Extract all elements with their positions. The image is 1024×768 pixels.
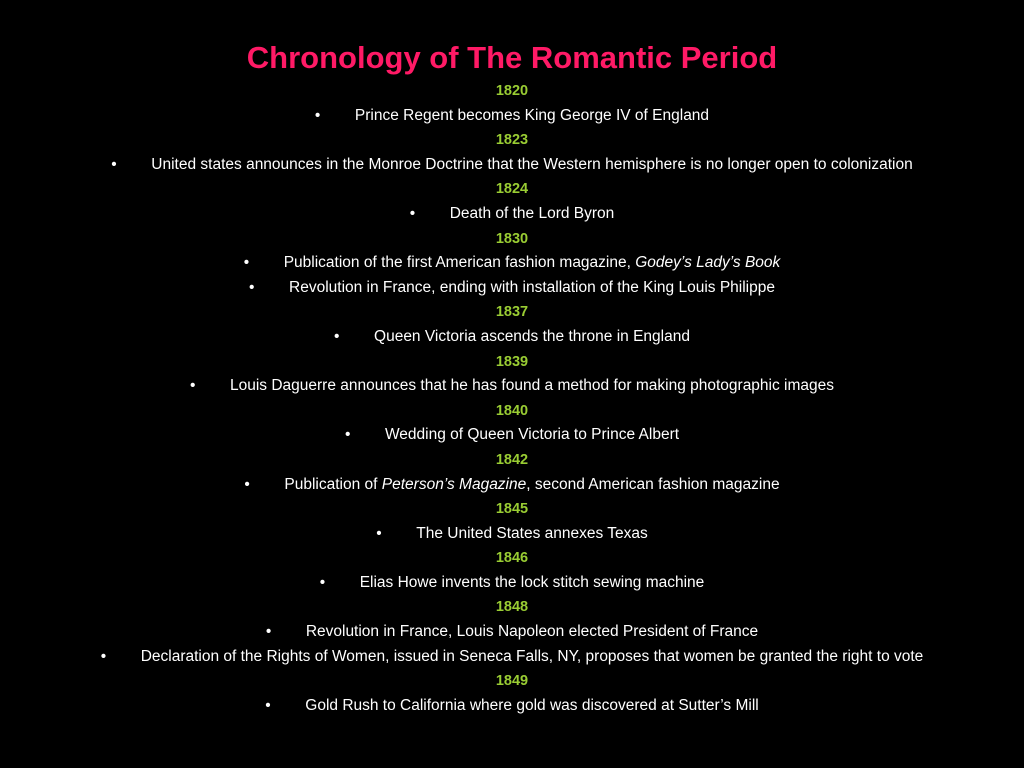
publication-title: Godey’s Lady’s Book <box>635 254 781 272</box>
event-item <box>0 374 1024 399</box>
year-heading: 1839 <box>495 353 529 370</box>
event-text <box>385 426 679 443</box>
event-text-run: Louis Daguerre announces that he has found a method for making photographic images <box>229 377 835 395</box>
bullet-icon: • <box>409 204 416 222</box>
year-heading: 1837 <box>495 304 529 321</box>
bullet-icon: • <box>249 278 255 296</box>
bullet-icon: • <box>319 573 326 591</box>
slide-title: Chronology of The Romantic Period <box>246 40 778 75</box>
event-text-run: , second American fashion magazine <box>526 475 780 493</box>
event-text <box>305 697 758 714</box>
event-item <box>0 522 1024 547</box>
event-text-run: Prince Regent becomes King George IV of England <box>354 106 710 124</box>
bullet-icon: • <box>265 623 272 641</box>
event-text <box>374 328 690 345</box>
year-heading: 1849 <box>495 673 529 690</box>
event-text-run: Publication of the first American fashion magazine, <box>283 254 636 272</box>
event-text-run: Revolution in France, Louis Napoleon elected President of France <box>305 623 759 641</box>
event-item <box>0 473 1024 498</box>
publication-title: Peterson’s Magazine <box>381 475 527 493</box>
bullet-icon: • <box>100 647 107 665</box>
bullet-icon: • <box>265 696 271 714</box>
event-item <box>0 153 1024 178</box>
event-text-run: United states announces in the Monroe Doctrine that the Western hemisphere is no longer open to colonization <box>151 155 913 173</box>
year-heading: 1830 <box>495 230 529 247</box>
event-text <box>230 377 834 394</box>
event-item <box>0 251 1024 276</box>
event-text <box>284 476 779 493</box>
year-heading: 1848 <box>495 599 529 616</box>
year-heading: 1840 <box>495 402 529 419</box>
event-text-run: Queen Victoria ascends the throne in England <box>374 327 690 345</box>
bullet-icon: • <box>111 155 117 173</box>
event-text <box>416 525 648 542</box>
event-item <box>0 276 1024 301</box>
timeline <box>0 79 1024 718</box>
event-item <box>0 104 1024 129</box>
year-heading: 1846 <box>495 550 529 567</box>
event-text <box>151 156 912 173</box>
bullet-icon: • <box>243 254 250 272</box>
event-text-run: Elias Howe invents the lock stitch sewing machine <box>359 573 705 591</box>
bullet-icon: • <box>376 524 382 542</box>
event-text <box>360 574 705 591</box>
event-item <box>0 325 1024 350</box>
year-heading: 1845 <box>495 501 529 518</box>
event-text <box>306 623 758 640</box>
event-text-run: Death of the Lord Byron <box>449 204 615 222</box>
bullet-icon: • <box>314 106 321 124</box>
event-text-run: The United States annexes Texas <box>416 524 648 542</box>
event-text-run: Declaration of the Rights of Women, issued in Seneca Falls, NY, proposes that women be granted the right to vote <box>140 647 924 665</box>
event-text <box>355 107 709 124</box>
event-text-run: Wedding of Queen Victoria to Prince Albert <box>384 426 680 444</box>
bullet-icon: • <box>334 327 340 345</box>
event-text <box>450 205 615 222</box>
event-item <box>0 423 1024 448</box>
event-item <box>0 645 1024 670</box>
event-text <box>289 279 775 296</box>
event-text-run: Gold Rush to California where gold was discovered at Sutter’s Mill <box>305 696 759 714</box>
event-text <box>284 254 781 271</box>
year-heading: 1823 <box>495 132 529 149</box>
bullet-icon: • <box>189 377 196 395</box>
event-item <box>0 620 1024 645</box>
event-text-run: Revolution in France, ending with installation of the King Louis Philippe <box>289 278 775 296</box>
year-heading: 1824 <box>495 181 529 198</box>
bullet-icon: • <box>244 475 250 493</box>
event-text <box>141 648 924 665</box>
year-heading: 1820 <box>495 83 529 99</box>
event-text-run: Publication of <box>284 475 382 493</box>
year-heading: 1842 <box>495 451 529 468</box>
event-item <box>0 202 1024 227</box>
event-item <box>0 571 1024 596</box>
event-item <box>0 694 1024 719</box>
bullet-icon: • <box>344 426 351 444</box>
